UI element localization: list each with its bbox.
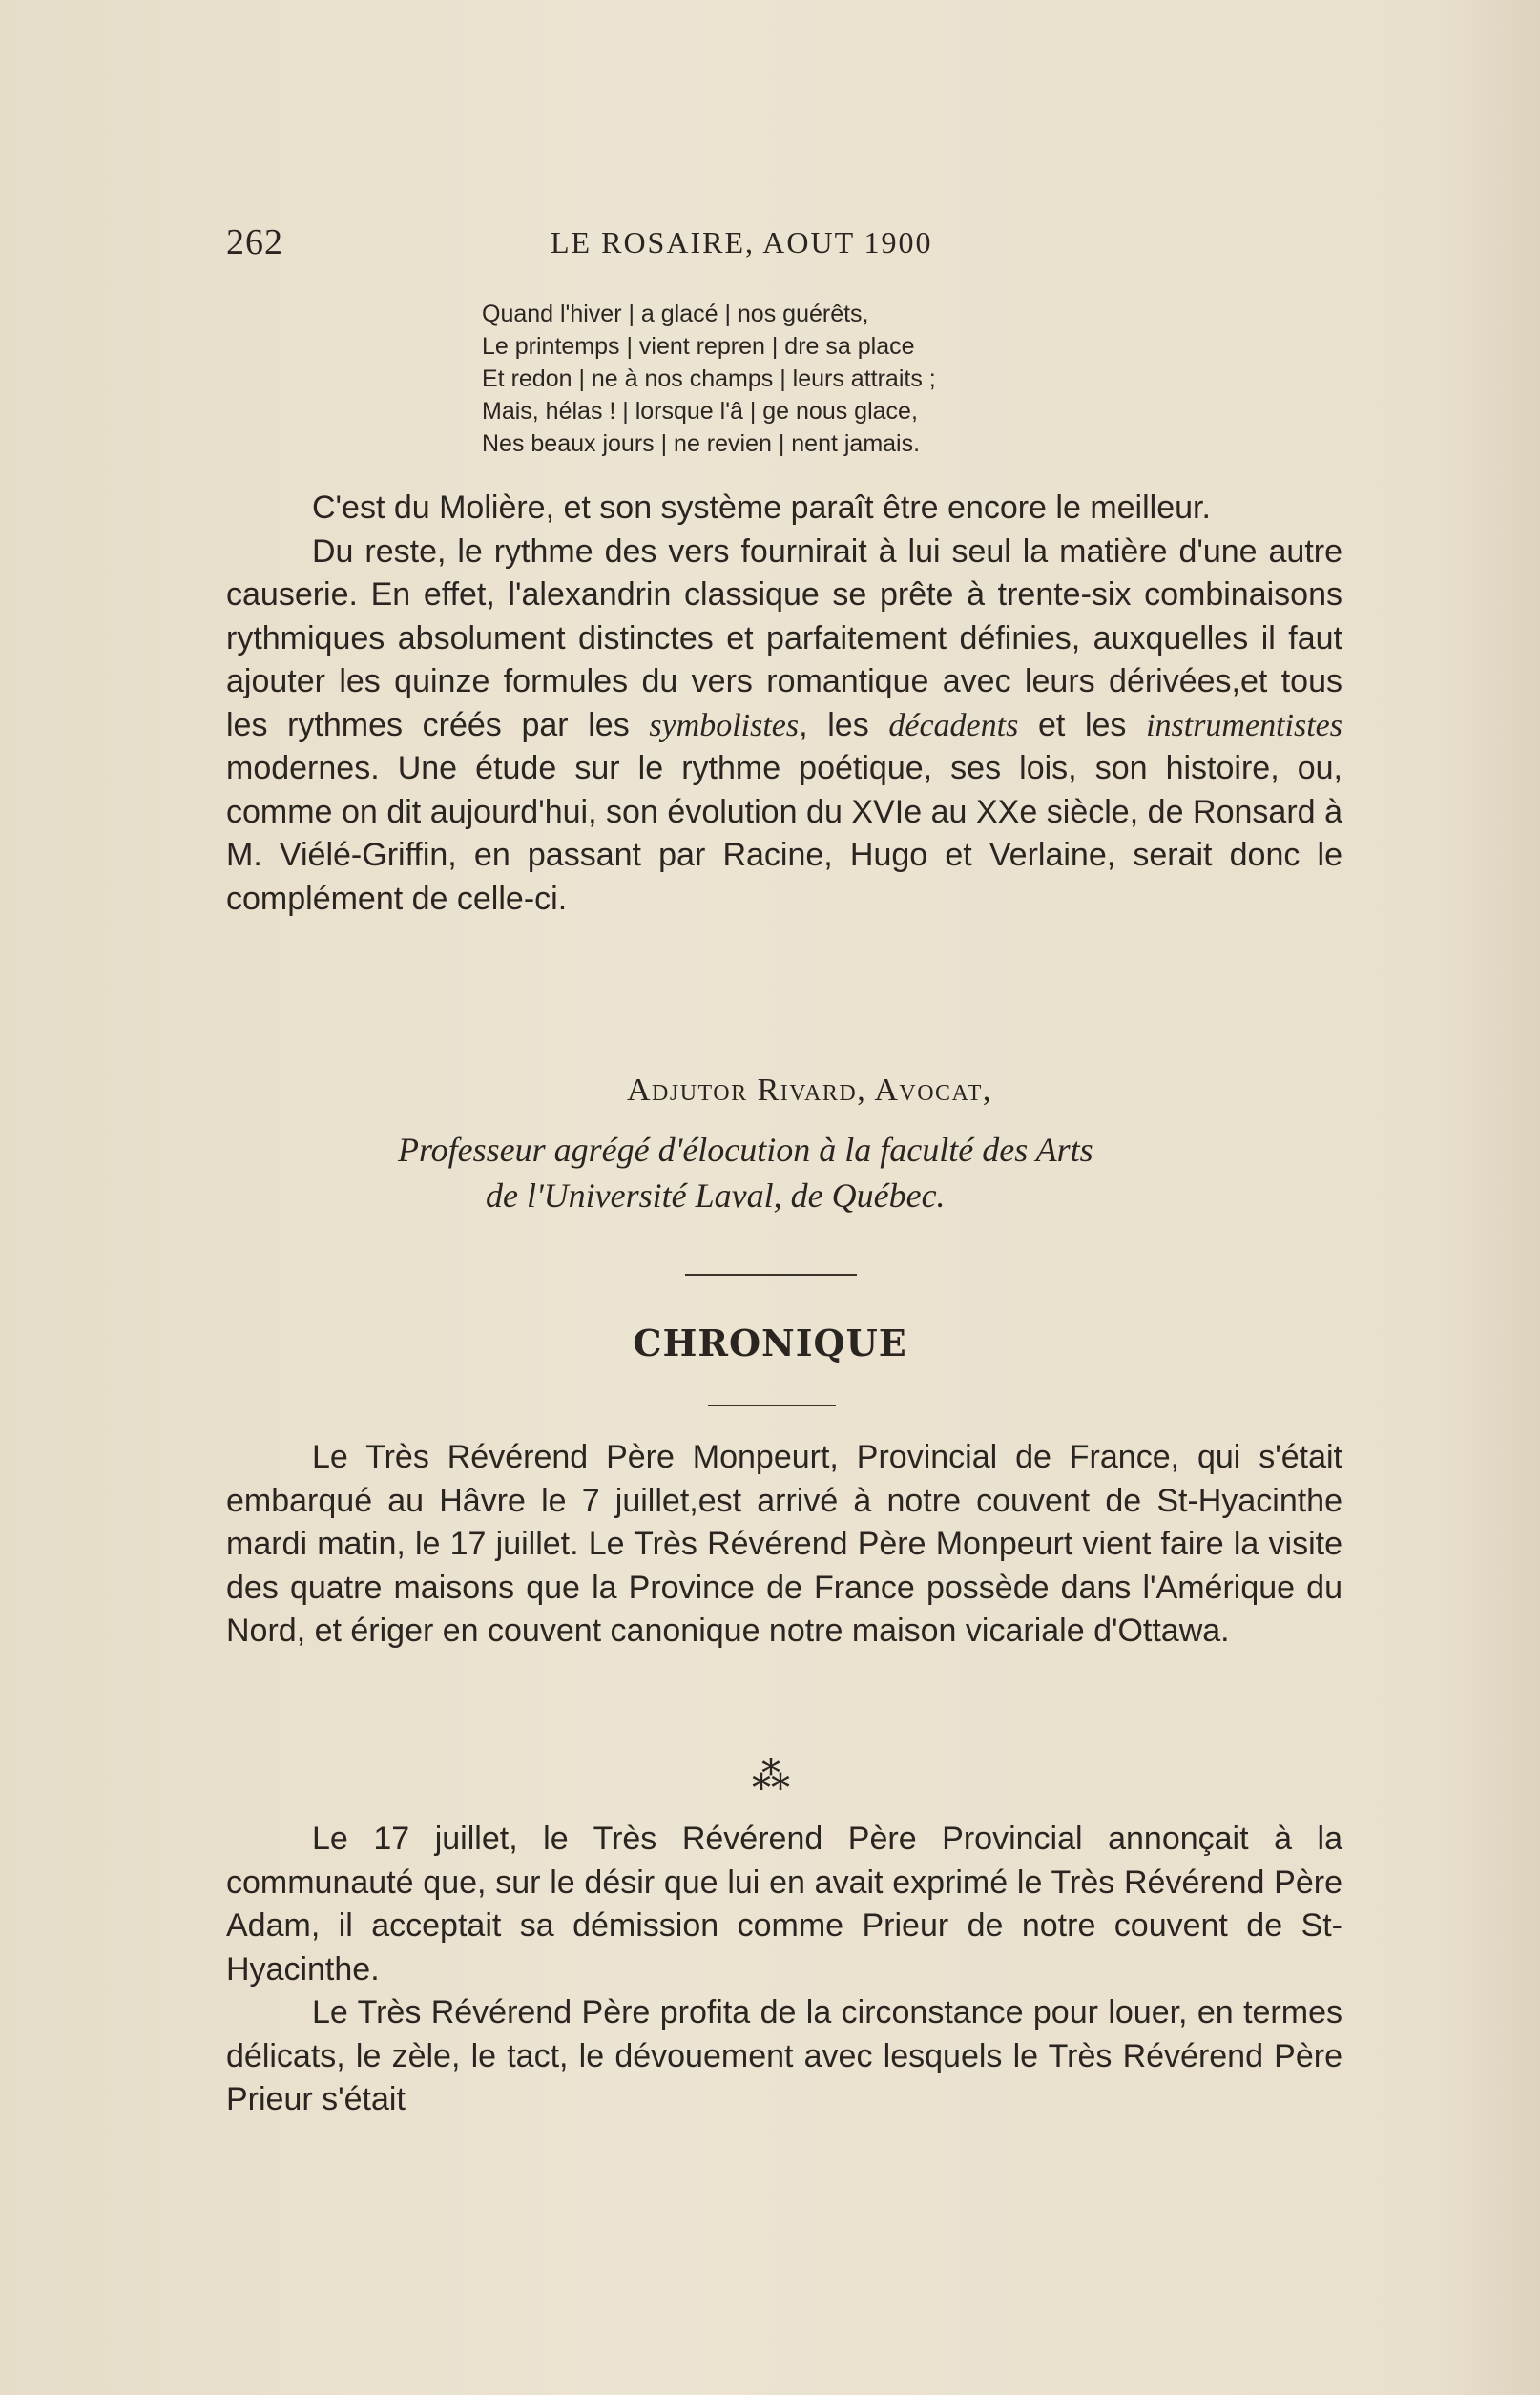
emphasis: instrumentistes [1146, 707, 1342, 743]
poem-line: Et redon | ne à nos champs | leurs attraits ; [482, 365, 936, 392]
author-title: Professeur agrégé d'élocution à la faculté des Arts [398, 1131, 1093, 1169]
asterism: ⁂ [752, 1755, 788, 1798]
author-name: Adjutor Rivard, Avocat, [627, 1073, 992, 1108]
chronique-body-1 [226, 1436, 1342, 1654]
page-header [226, 221, 1342, 269]
page-number: 262 [226, 222, 283, 262]
author-affiliation: de l'Université Laval, de Québec. [486, 1177, 946, 1215]
emphasis: décadents [888, 707, 1019, 743]
paragraph: Le Très Révérend Père profita de la circonstance pour louer, en termes délicats, le zèle, le tact, le dévouement avec lesquels le Très Révérend Père Prieur s'était [226, 1994, 1342, 2117]
paragraph: C'est du Molière, et son système paraît être encore le meilleur. [312, 489, 1211, 526]
poem-excerpt [482, 298, 1150, 460]
running-title: LE ROSAIRE, AOUT 1900 [551, 225, 933, 260]
paragraph: Le 17 juillet, le Très Révérend Père Provincial annonçait à la communauté que, sur le désir que lui en avait exprimé le Très Révérend Père Adam, il acceptait sa démission comme Prieur de notre couvent de St-Hyacinthe. [226, 1821, 1342, 1988]
heading-underline [708, 1405, 836, 1406]
poem-line: Nes beaux jours | ne revien | nent jamais. [482, 430, 921, 457]
paragraph: Du reste, le rythme des vers fournirait à lui seul la matière d'une autre causerie. En effet, l'alexandrin classique se prête à trente-six combinaisons rythmiques absolument distinctes et parfaitement définies, auxquelles il faut ajouter les quinze formules du vers romantique avec leurs dérivées,et tous les rythmes créés par les symbolistes, les décadents et les instrumentistes modernes. Une étude sur le rythme poétique, ses lois, son histoire, ou, comme on dit aujourd'hui, son évolution du XVIe au XXe siècle, de Ronsard à M. Viélé-Griffin, en passant par Racine, Hugo et Verlaine, serait donc le complément de celle-ci. [226, 532, 1342, 917]
article-body [226, 487, 1342, 921]
poem-line: Le printemps | vient repren | dre sa place [482, 333, 915, 360]
chronique-body-2 [226, 1818, 1342, 2122]
section-divider [685, 1274, 857, 1276]
page-edge-shadow [1435, 0, 1540, 2395]
section-heading: CHRONIQUE [633, 1322, 907, 1364]
poem-line: Mais, hélas ! | lorsque l'â | ge nous glace, [482, 398, 918, 425]
poem-line: Quand l'hiver | a glacé | nos guérêts, [482, 301, 869, 327]
paragraph: Le Très Révérend Père Monpeurt, Provincial de France, qui s'était embarqué au Hâvre le 7 juillet,est arrivé à notre couvent de St-Hyacinthe mardi matin, le 17 juillet. Le Très Révérend Père Monpeurt vient faire la visite des quatre maisons que la Province de France possède dans l'Amérique du Nord, et ériger en couvent canonique notre maison vicariale d'Ottawa. [226, 1439, 1342, 1649]
emphasis: symbolistes [649, 707, 800, 743]
